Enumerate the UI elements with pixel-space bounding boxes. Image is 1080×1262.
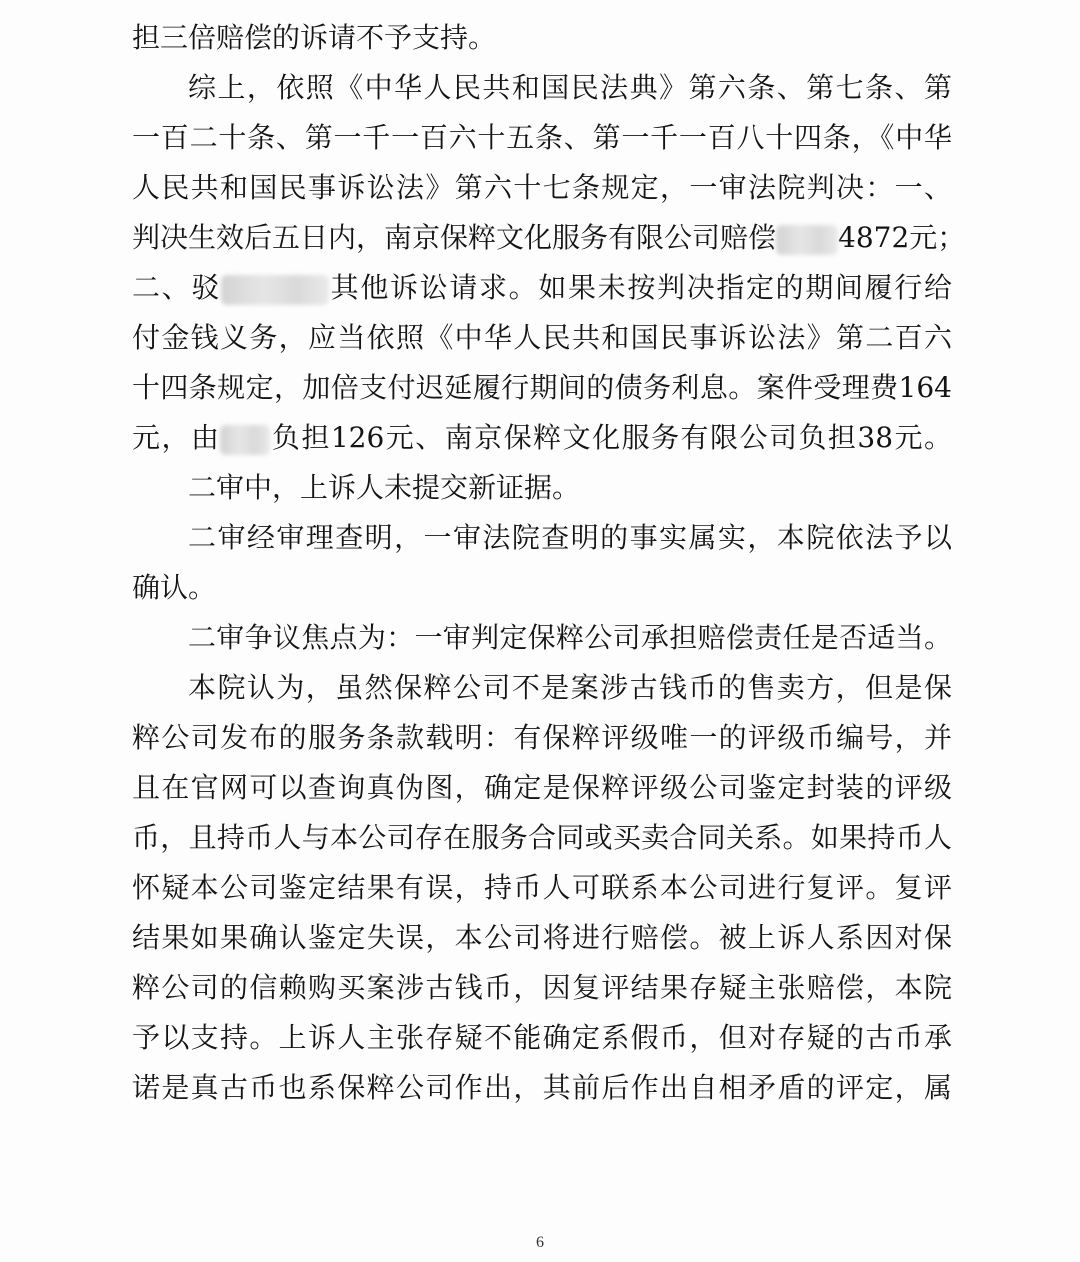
text-line: 人民共和国民事诉讼法》第六十七条规定，一审法院判决：一、 [132,171,952,204]
text-line: 粹公司的信赖购买案涉古钱币，因复评结果存疑主张赔偿，本院 [132,971,952,1004]
text-line: 粹公司发布的服务条款载明：有保粹评级唯一的评级币编号，并 [132,721,952,754]
text-line: 十四条规定，加倍支付迟延履行期间的债务利息。案件受理费164 [132,371,952,404]
paragraph-first-line: 综上，依照《中华人民共和国民法典》第六条、第七条、第 [188,71,952,104]
text-line: 且在官网可以查询真伪图，确定是保粹评级公司鉴定封装的评级 [132,771,952,804]
text-line-redacted [132,213,966,263]
text-segment: 二、驳 [132,271,221,304]
text-line: 怀疑本公司鉴定结果有误，持币人可联系本公司进行复评。复评 [132,871,952,904]
text-line: 币，且持币人与本公司存在服务合同或买卖合同关系。如果持币人 [132,821,952,854]
paragraph-first-line: 二审中，上诉人未提交新证据。 [188,471,581,504]
text-line: 诺是真古币也系保粹公司作出，其前后作出自相矛盾的评定，属 [132,1071,952,1104]
text-segment: 负担126元、南京保粹文化服务有限公司负担38元。 [270,421,952,454]
redaction-blur [776,225,838,255]
text-line-redacted [132,263,952,313]
redaction-blur [221,275,329,305]
page-number: 6 [536,1234,544,1251]
paragraph-first-line: 二审争议焦点为：一审判定保粹公司承担赔偿责任是否适当。 [188,621,952,654]
paragraph-first-line: 本院认为，虽然保粹公司不是案涉古钱币的售卖方，但是保 [188,671,952,704]
text-segment: 其他诉讼请求。如果未按判决指定的期间履行给 [329,271,952,304]
text-line: 一百二十条、第一千一百六十五条、第一千一百八十四条，《中华 [132,121,952,154]
text-line: 予以支持。上诉人主张存疑不能确定系假币，但对存疑的古币承 [132,1021,952,1054]
text-line-redacted [132,413,952,463]
paragraph-first-line: 二审经审理查明，一审法院查明的事实属实，本院依法予以 [188,521,952,554]
text-segment: 判决生效后五日内，南京保粹文化服务有限公司赔偿 [132,221,777,254]
text-line: 确认。 [132,571,217,604]
text-line: 担三倍赔偿的诉请不予支持。 [132,21,497,54]
text-segment: 4872元； [838,221,966,254]
text-line: 付金钱义务，应当依照《中华人民共和国民事诉讼法》第二百六 [132,321,952,354]
text-segment: 元，由 [132,421,221,454]
redaction-blur [220,425,270,455]
text-line: 结果如果确认鉴定失误，本公司将进行赔偿。被上诉人系因对保 [132,921,952,954]
